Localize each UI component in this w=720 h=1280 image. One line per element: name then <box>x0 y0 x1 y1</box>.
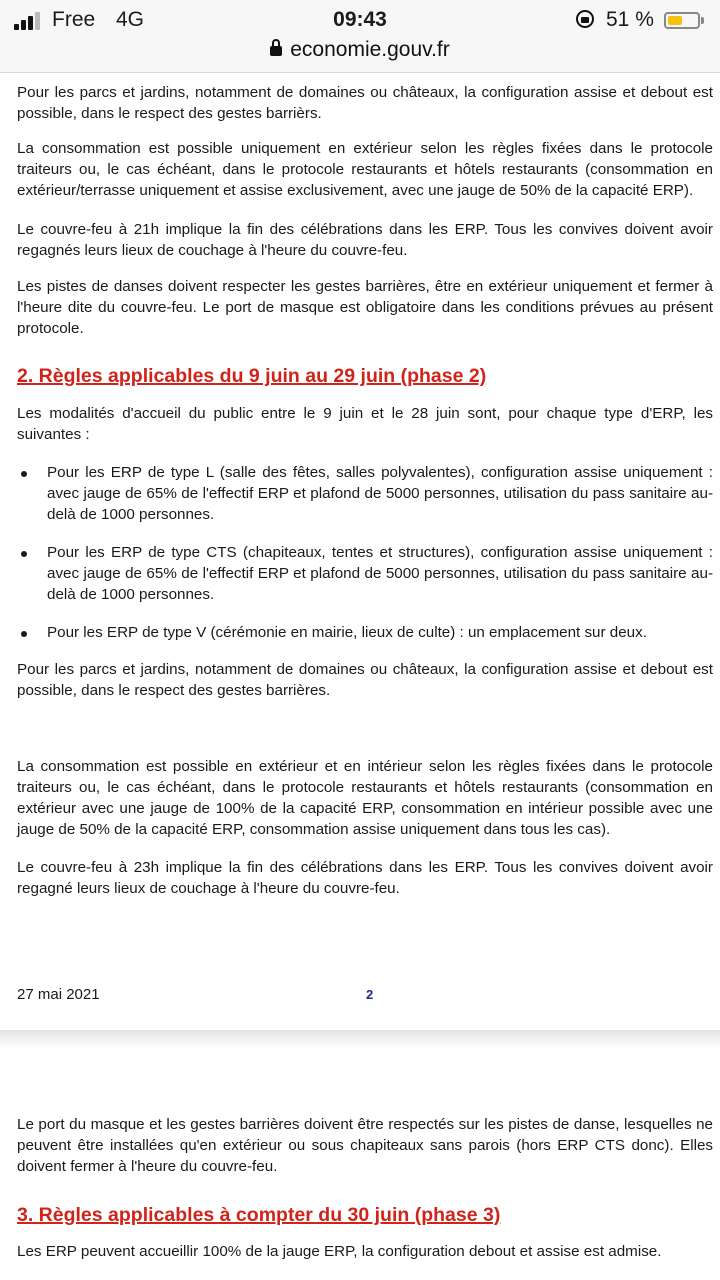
battery-icon <box>664 12 700 29</box>
paragraph-consumption-phase2: La consommation est possible en extérieur et en intérieur selon les règles fixées dans le protocole traiteurs ou, le cas échéant, dans le protocole restaurants et hôtels restaurants (consommation en extérieur avec une jauge de 100% de la capacité ERP, consommation en intérieur possible avec une jauge de 50% de la capacité ERP, consommation assise uniquement dans tous les cas). <box>17 758 713 838</box>
carrier-name: Free <box>52 8 96 31</box>
paragraph-parks-phase1: Pour les parcs et jardins, notamment de domaines ou châteaux, la configuration assise et debout est possible, dans le respect des gestes barrièrs. <box>17 84 713 122</box>
battery-level <box>668 16 682 25</box>
network-type: 4G <box>116 8 145 31</box>
page-break <box>0 1030 720 1048</box>
list-item-text: Pour les ERP de type V (cérémonie en mairie, lieux de culte) : un emplacement sur deux. <box>47 624 647 641</box>
paragraph-dance-floors-phase1: Les pistes de danses doivent respecter les gestes barrières, être en extérieur uniquement et fermer à l'heure dite du couvre-feu. Le port de masque est obligatoire dans les conditions prévues au présent protocole. <box>17 278 713 337</box>
clock: 09:43 <box>333 8 387 31</box>
battery-percent: 51 % <box>606 8 654 31</box>
list-item-text: Pour les ERP de type L (salle des fêtes, salles polyvalentes), configuration assise uniquement : avec jauge de 65% de l'effectif ERP et plafond de 5000 personnes, utilisation du pass sanitaire au-delà de 1000 personnes. <box>47 464 713 523</box>
list-item-text: Pour les ERP de type CTS (chapiteaux, tentes et structures), configuration assise uniquement : avec jauge de 65% de l'effectif ERP et plafond de 5000 personnes, utilisation du pass sanitaire au-delà de 1000 personnes. <box>47 544 713 603</box>
paragraph-intro-phase2: Les modalités d'accueil du public entre le 9 juin et le 28 juin sont, pour chaque type d'ERP, les suivantes : <box>17 405 713 443</box>
paragraph-consumption-phase1: La consommation est possible uniquement en extérieur selon les règles fixées dans le protocole traiteurs ou, le cas échéant, dans le protocole restaurants et hôtels restaurants (consommation en extérieur/terrasse uniquement et assise exclusivement, avec une jauge de 50% de la capacité ERP). <box>17 140 713 199</box>
status-bar <box>0 0 720 73</box>
paragraph-curfew-21h: Le couvre-feu à 21h implique la fin des célébrations dans les ERP. Tous les convives doivent avoir regagnés leurs lieux de couchage à l'heure du couvre-feu. <box>17 221 713 259</box>
paragraph-capacity-phase3: Les ERP peuvent accueillir 100% de la jauge ERP, la configuration debout et assise est admise. <box>17 1243 662 1260</box>
bullet-icon <box>21 551 27 557</box>
heading-phase-2: 2. Règles applicables du 9 juin au 29 juin (phase 2) <box>17 365 487 387</box>
rotation-lock-icon <box>576 10 594 28</box>
footer-date: 27 mai 2021 <box>17 986 100 1003</box>
padlock-icon <box>270 46 282 56</box>
page-number: 2 <box>366 987 374 1002</box>
paragraph-parks-phase2: Pour les parcs et jardins, notamment de domaines ou châteaux, la configuration assise et debout est possible, dans le respect des gestes barrières. <box>17 661 713 699</box>
paragraph-dance-floors-phase2: Le port du masque et les gestes barrières doivent être respectés sur les pistes de danse, lesquelles ne peuvent être installées qu'en extérieur ou sous chapiteaux sans parois (hors ERP CTS donc). Elles doivent fermer à l'heure du couvre-feu. <box>17 1116 713 1175</box>
bullet-icon <box>21 631 27 637</box>
paragraph-curfew-23h: Le couvre-feu à 23h implique la fin des célébrations dans les ERP. Tous les convives doivent avoir regagné leurs lieux de couchage à l'heure du couvre-feu. <box>17 859 713 897</box>
address-bar[interactable] <box>0 38 720 62</box>
url-text: economie.gouv.fr <box>290 38 450 61</box>
bullet-icon <box>21 471 27 477</box>
heading-phase-3: 3. Règles applicables à compter du 30 juin (phase 3) <box>17 1204 501 1226</box>
battery-tip <box>701 17 704 24</box>
